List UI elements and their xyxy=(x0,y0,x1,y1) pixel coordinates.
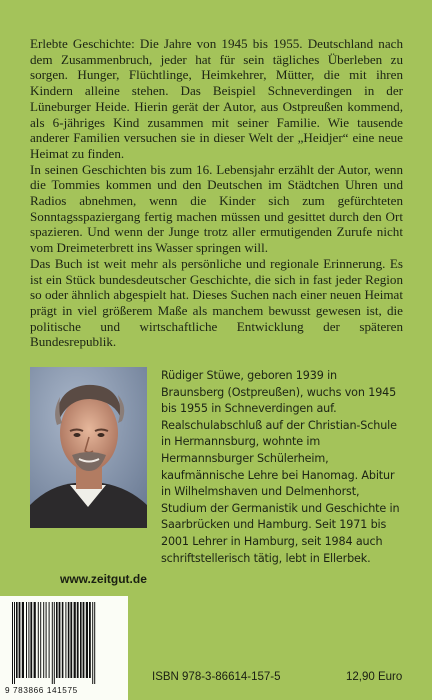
author-portrait-icon xyxy=(30,367,147,528)
barcode-bars-icon xyxy=(8,602,120,684)
barcode-digits: 9 783866 141575 xyxy=(5,686,78,695)
publisher-url[interactable]: www.zeitgut.de xyxy=(60,572,147,586)
book-price: 12,90 Euro xyxy=(346,671,403,683)
blurb-paragraph-3: Das Buch ist weit mehr als persönliche und regionale Erinnerung. Es ist ein Stück bundesdeutscher Geschichte, die sich in fast jeder Region so oder ähnlich abgespielt hat. Dieses Suchen nach einer neuen Heimat prägt in viel größerem Maße als manchem bewusst gewesen ist, die politische und wirtschaftliche Entwicklung der späteren Bundesrepublik. xyxy=(30,255,403,350)
blurb-paragraph-2: In seinen Geschichten bis zum 16. Lebensjahr erzählt der Autor, wenn die Tommies kommen und den Deutschen im Städtchen Uhren und Radios abnehmen, wenn die Kinder sich zum gefürchteten Sonntagsspaziergang fertig machen müssen und gesittet durch den Ort spazieren. Und wenn der Junge trotz aller ermutigenden Zurufe nicht vom Dreimeterbrett ins Wasser springen will. xyxy=(30,161,403,256)
author-bio: Rüdiger Stüwe, geboren 1939 in Braunsberg (Ostpreußen), wuchs von 1945 bis 1955 in Schneverdingen auf. Realschulabschluß auf der Christian-Schule in Hermannsburg, wohnte im Hermannsburger Schülerheim, kaufmännische Lehre bei Hanomag. Abitur in Wilhelmshaven und Delmenhorst, Studium der Germanistik und Geschichte in Saarbrücken und Hamburg. Seit 1971 bis 2001 Lehrer in Hamburg, seit 1984 auch schriftstellerisch tätig, lebt in Ellerbek. xyxy=(161,369,400,565)
author-portrait xyxy=(30,367,147,528)
back-cover-blurb xyxy=(30,36,403,350)
blurb-paragraph-1: Erlebte Geschichte: Die Jahre von 1945 bis 1955. Deutschland nach dem Zusammenbruch, jeder hat für sein tägliches Überleben zu sorgen. Hunger, Flüchtlinge, Heimkehrer, Mütter, die mit ihren Kindern alleine stehen. Das Beispiel Schneverdingen in der Lüneburger Heide. Hierin gerät der Autor, aus Ostpreußen kommend, als 6-jähriges Kind zusammen mit seiner Familie. Wie tausende anderer Familien versuchen sie in dieser Welt der „Heidjer“ eine neue Heimat zu finden. xyxy=(30,36,403,161)
ean-barcode xyxy=(0,596,128,700)
isbn-number: ISBN 978-3-86614-157-5 xyxy=(152,671,281,683)
